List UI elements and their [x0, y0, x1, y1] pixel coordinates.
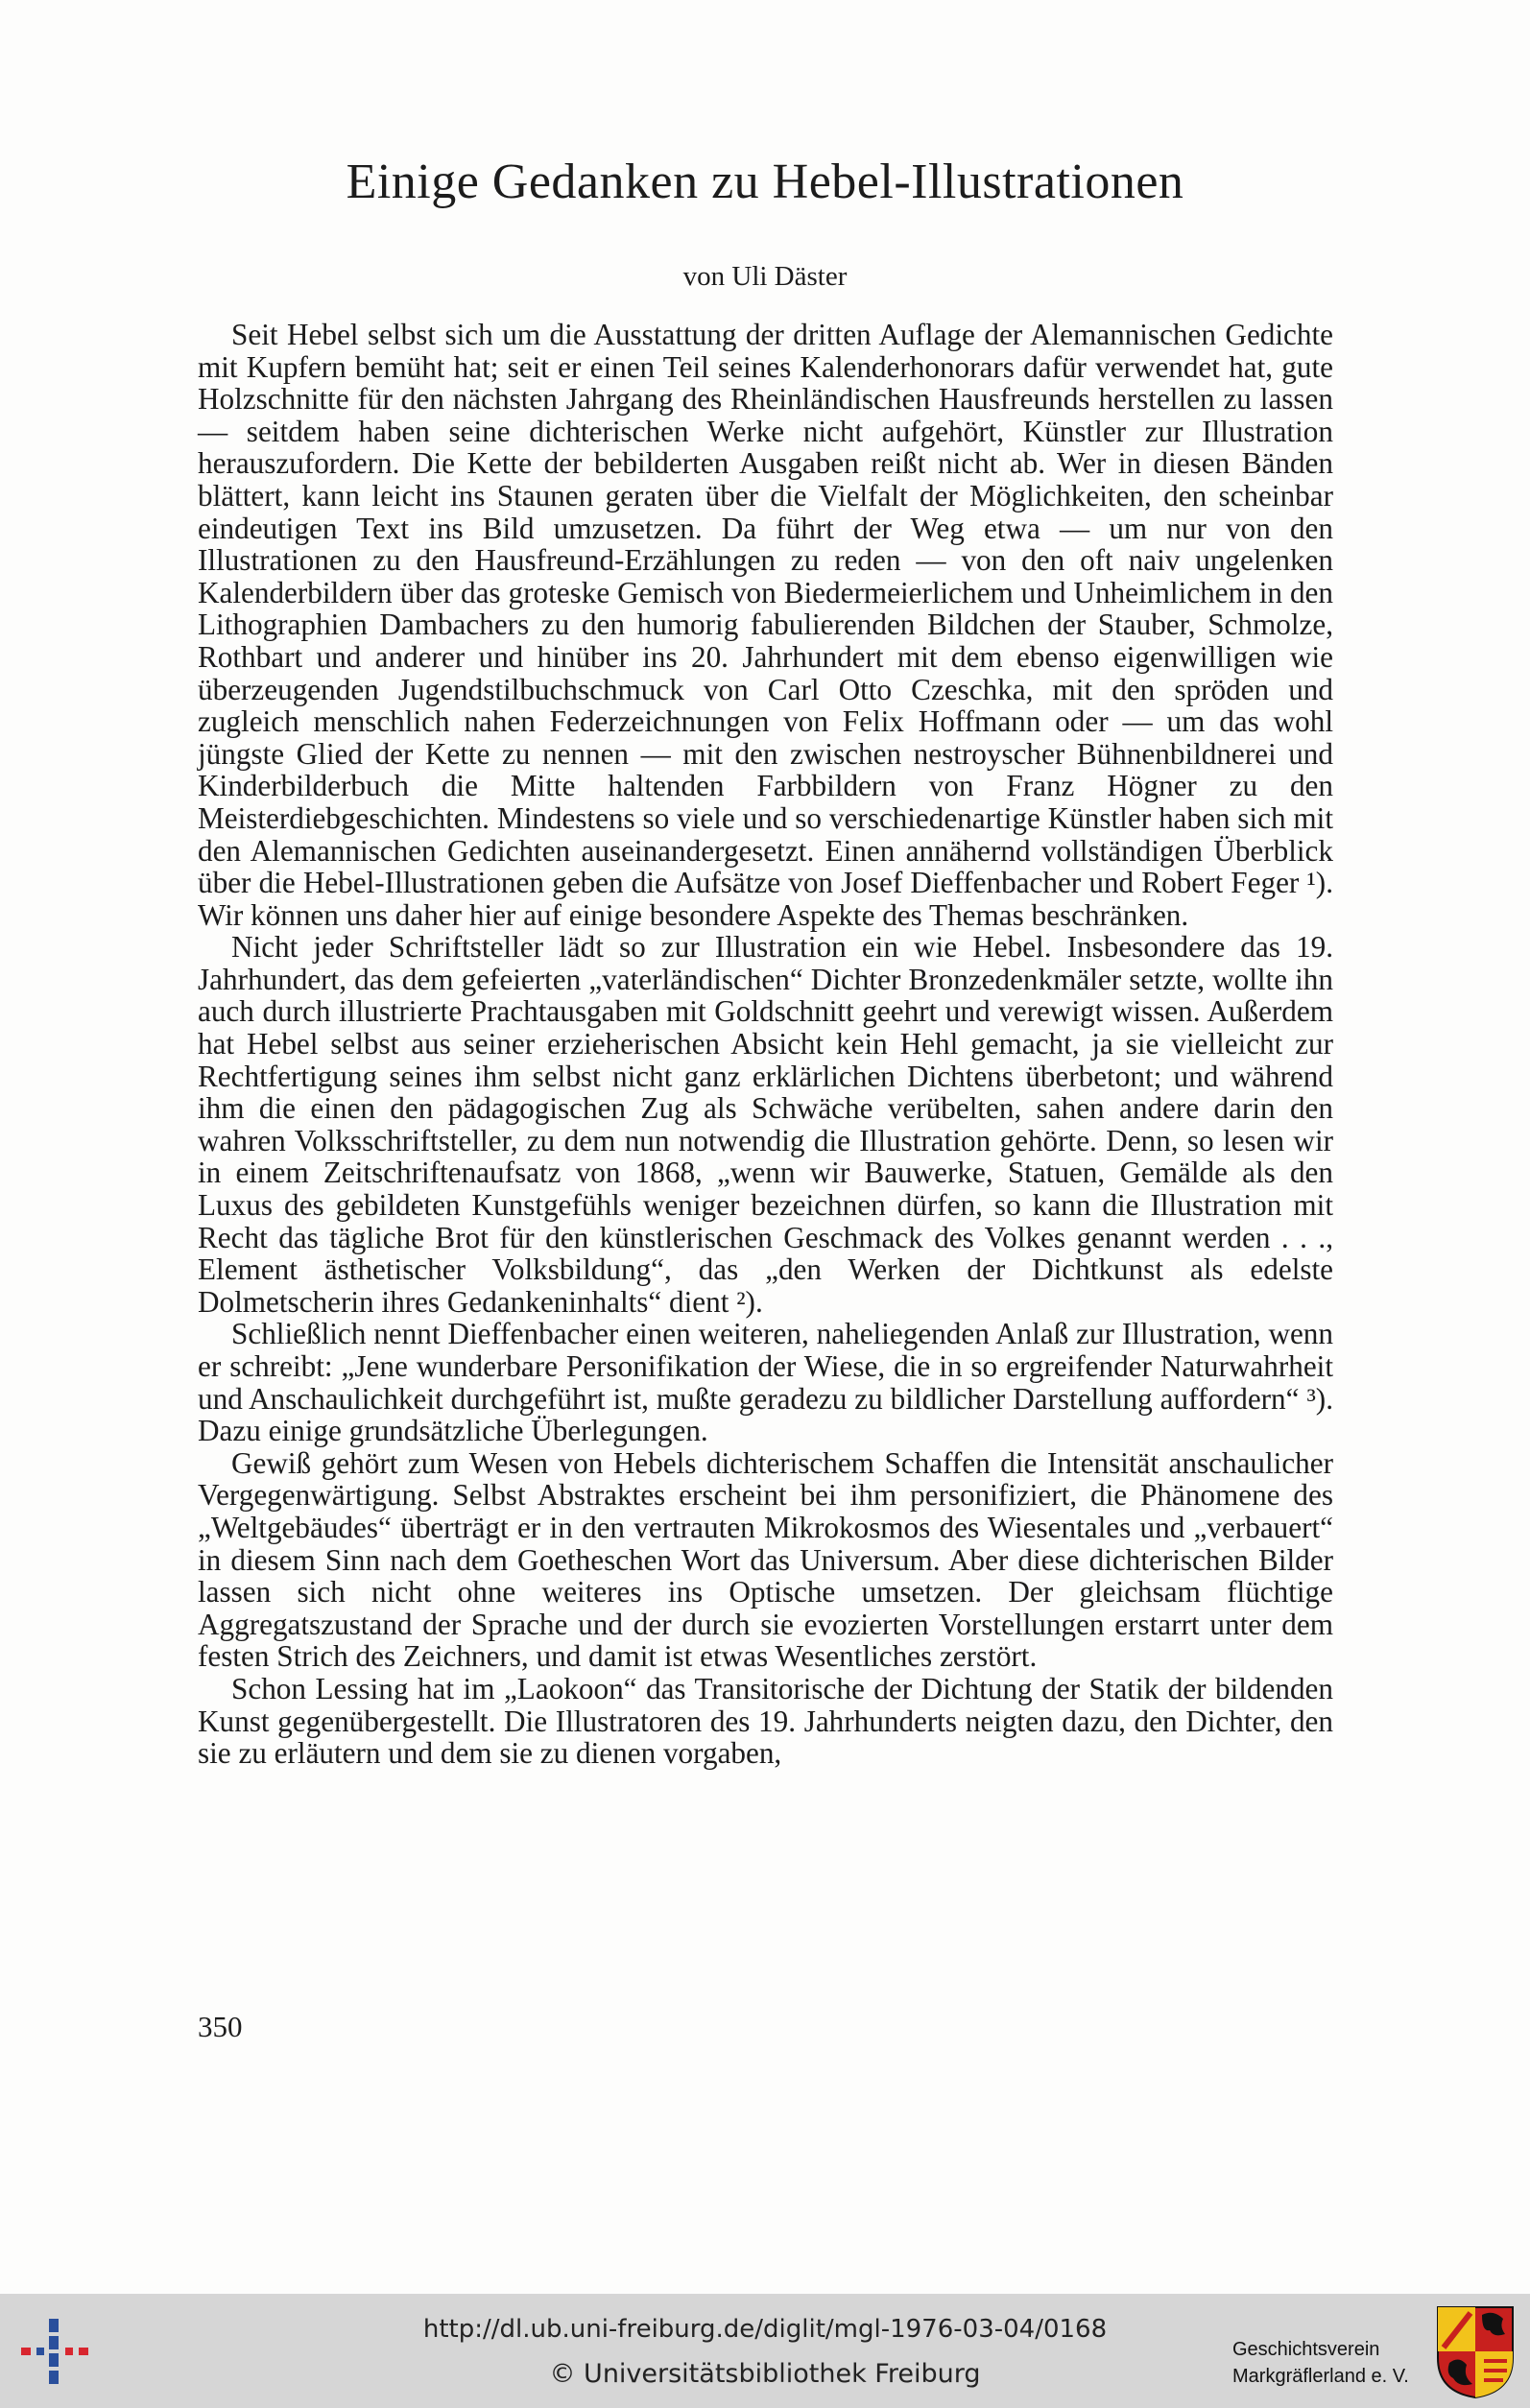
org-line-1: Geschichtsverein: [1232, 2339, 1380, 2360]
paragraph: Nicht jeder Schriftsteller lädt so zur Illustration ein wie Hebel. Insbesondere das 19. Jahrhundert, das dem gefeierten „vaterländischen“ Dichter Bronzedenkmäler setzte, wollte ihn auch durch illustrierte Prachtausgaben mit Goldschnitt geehrt und verewigt wissen. Außerdem hat Hebel selbst aus seiner erzieherischen Absicht kein Hehl gemacht, ja sie vielleicht zur Rechtfertigung seines ihm selbst nicht ganz erklärlichen Dichtens überbetont; und während ihm die einen den pädagogischen Zug als Schwäche verübelten, sahen andere darin den wahren Volksschriftsteller, zu dem nun notwendig die Illustration gehörte. Denn, so lesen wir in einem Zeitschriftenaufsatz von 1868, „wenn wir Bauwerke, Statuen, Gemälde als den Luxus des gebildeten Kunstgefühls weniger bezeichnen dürfen, so kann die Illustration mit Recht das tägliche Brot für den künstlerischen Geschmack des Volkes genannt werden . . ., Element ästhetischer Volksbildung“, das „den Werken der Dichtkunst als edelste Dolmetscherin ihres Gedankeninhalts“ dient ²).: [198, 930, 1333, 1319]
article-body: [198, 319, 1333, 1770]
paragraph: Seit Hebel selbst sich um die Ausstattung der dritten Auflage der Alemannischen Gedichte mit Kupfern bemüht hat; seit er einen Teil seines Kalenderhonorars dafür verwendet hat, gute Holzschnitte für den nächsten Jahrgang des Rheinländischen Hausfreunds herstellen zu lassen — seitdem haben seine dichterischen Werke nicht aufgehört, Künstler zur Illustration herauszufordern. Die Kette der bebilderten Ausgaben reißt nicht ab. Wer in diesen Bänden blättert, kann leicht ins Staunen geraten über die Vielfalt der Möglichkeiten, den scheinbar eindeutigen Text ins Bild umzusetzen. Da führt der Weg etwa — um nur von den Illustrationen zu den Hausfreund-Erzählungen zu reden — von den oft naiv ungelenken Kalenderbildern über das groteske Gemisch von Biedermeierlichem und Unheimlichem in den Lithographien Dambachers zu den humorig fabulierenden Bildchen der Stauber, Schmolze, Rothbart und anderer und hinüber ins 20. Jahrhundert mit dem ebenso eigenwilligen wie überzeugenden Jugendstilbuchschmuck von Carl Otto Czeschka, mit den spröden und zugleich menschlich nahen Federzeichnungen von Felix Hoffmann oder — um das wohl jüngste Glied der Kette zu nennen — mit den zwischen nestroyscher Bühnenbildnerei und Kinderbilderbuch die Mitte haltenden Farbbildern von Franz Högner zu den Meisterdiebgeschichten. Mindestens so viele und so verschiedenartige Künstler haben sich mit den Alemannischen Gedichten auseinandergesetzt. Einen annähernd vollständigen Überblick über die Hebel-Illustrationen geben die Aufsätze von Josef Dieffenbacher und Robert Feger ¹). Wir können uns daher hier auf einige besondere Aspekte des Themas beschränken.: [198, 318, 1333, 932]
copyright-notice: © Universitätsbibliothek Freiburg: [549, 2359, 981, 2389]
organization-name: [1232, 2336, 1424, 2390]
org-line-2: Markgräflerland e. V.: [1232, 2366, 1409, 2387]
page-number: 350: [198, 2010, 243, 2043]
footer-bar: [0, 2294, 1530, 2408]
paragraph: Schließlich nennt Dieffenbacher einen weiteren, naheliegenden Anlaß zur Illustration, wenn er schreibt: „Jene wunderbare Personifikation der Wiese, die in so ergreifender Naturwahrheit und Anschaulichkeit durchgeführt ist, mußte geradezu zu bildlicher Darstellung auffordern“ ³). Dazu einige grundsätzliche Überlegungen.: [198, 1317, 1333, 1448]
coat-of-arms-icon: [1436, 2305, 1515, 2399]
article-title: Einige Gedanken zu Hebel-Illustrationen: [346, 155, 1184, 209]
paragraph: Schon Lessing hat im „Laokoon“ das Transitorische der Dichtung der Statik der bildenden Kunst gegenübergestellt. Die Illustratoren des 19. Jahrhunderts neigten dazu, den Dichter, den sie zu erläutern und dem sie zu dienen vorgaben,: [198, 1671, 1333, 1771]
author-line: von Uli Däster: [682, 261, 848, 292]
permalink[interactable]: http://dl.ub.uni-freiburg.de/diglit/mgl-1976-03-04/0168: [422, 2315, 1108, 2344]
paragraph: Gewiß gehört zum Wesen von Hebels dichterischem Schaffen die Intensität anschaulicher Vergegenwärtigung. Selbst Abstraktes erscheint bei ihm personifiziert, die Phänomene des „Weltgebäudes“ überträgt er in den vertrauten Mikrokosmos des Wiesentales und „verbauert“ in diesem Sinn nach dem Goetheschen Wort das Universum. Aber diese dichterischen Bilder lassen sich nicht ohne weiteres ins Optische umsetzen. Der gleichsam flüchtige Aggregatszustand der Sprache und der durch sie evozierten Vorstellungen erstarrt unter dem festen Strich des Zeichners, und damit ist etwas Wesentliches zerstört.: [198, 1445, 1333, 1674]
